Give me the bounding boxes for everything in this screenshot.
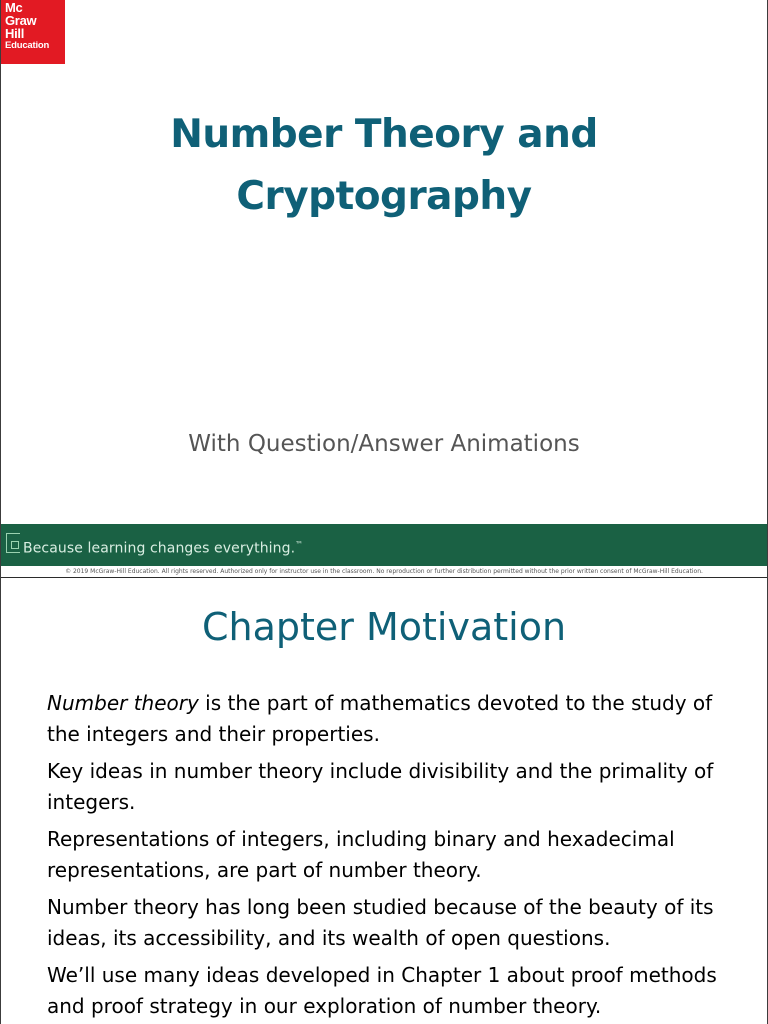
copyright-notice: © 2019 McGraw-Hill Education. All rights reserved. Authorized only for instructor use in the classroom. No reproduction or further distribution permitted without the prior written consent of McGraw-Hill Education. <box>65 568 703 575</box>
trademark-symbol: ™ <box>295 540 304 549</box>
logo-text-education: Education <box>5 40 50 51</box>
paragraph-text: Number theory has long been studied because of the beauty of its ideas, its accessibility, and its wealth of open questions. <box>47 895 714 950</box>
tagline-banner <box>1 524 767 566</box>
brand-bracket-icon <box>6 533 20 553</box>
slide-subtitle: With Question/Answer Animations <box>188 431 580 457</box>
slide-title-line-2: Cryptography <box>236 174 532 219</box>
list-item <box>47 824 747 886</box>
italic-term: Number theory <box>47 691 199 715</box>
list-item <box>47 892 747 954</box>
content-slide <box>0 578 768 1024</box>
paragraph-text: Representations of integers, including binary and hexadecimal representations, are part of number theory. <box>47 827 675 882</box>
slide-title <box>1 104 767 228</box>
motivation-list <box>47 688 747 1024</box>
paragraph-text: is the part of mathematics devoted to the study of the integers and their properties. <box>47 691 713 746</box>
logo-text-hill: Hill <box>5 26 25 41</box>
banner-tagline-text: Because learning changes everything. <box>23 540 296 557</box>
logo-text-mc: Mc <box>5 0 23 15</box>
list-item <box>47 960 747 1022</box>
list-item <box>47 688 747 750</box>
slide-heading: Chapter Motivation <box>201 605 567 649</box>
paragraph-text: Key ideas in number theory include divisibility and the primality of integers. <box>47 759 714 814</box>
mcgraw-hill-logo <box>1 0 65 64</box>
paragraph-text: We’ll use many ideas developed in Chapter 1 about proof methods and proof strategy in our exploration of number theory. <box>47 963 717 1018</box>
slide-title-line-1: Number Theory and <box>170 112 598 157</box>
list-item <box>47 756 747 818</box>
banner-tagline <box>23 536 303 558</box>
logo-text-graw: Graw <box>5 13 37 28</box>
